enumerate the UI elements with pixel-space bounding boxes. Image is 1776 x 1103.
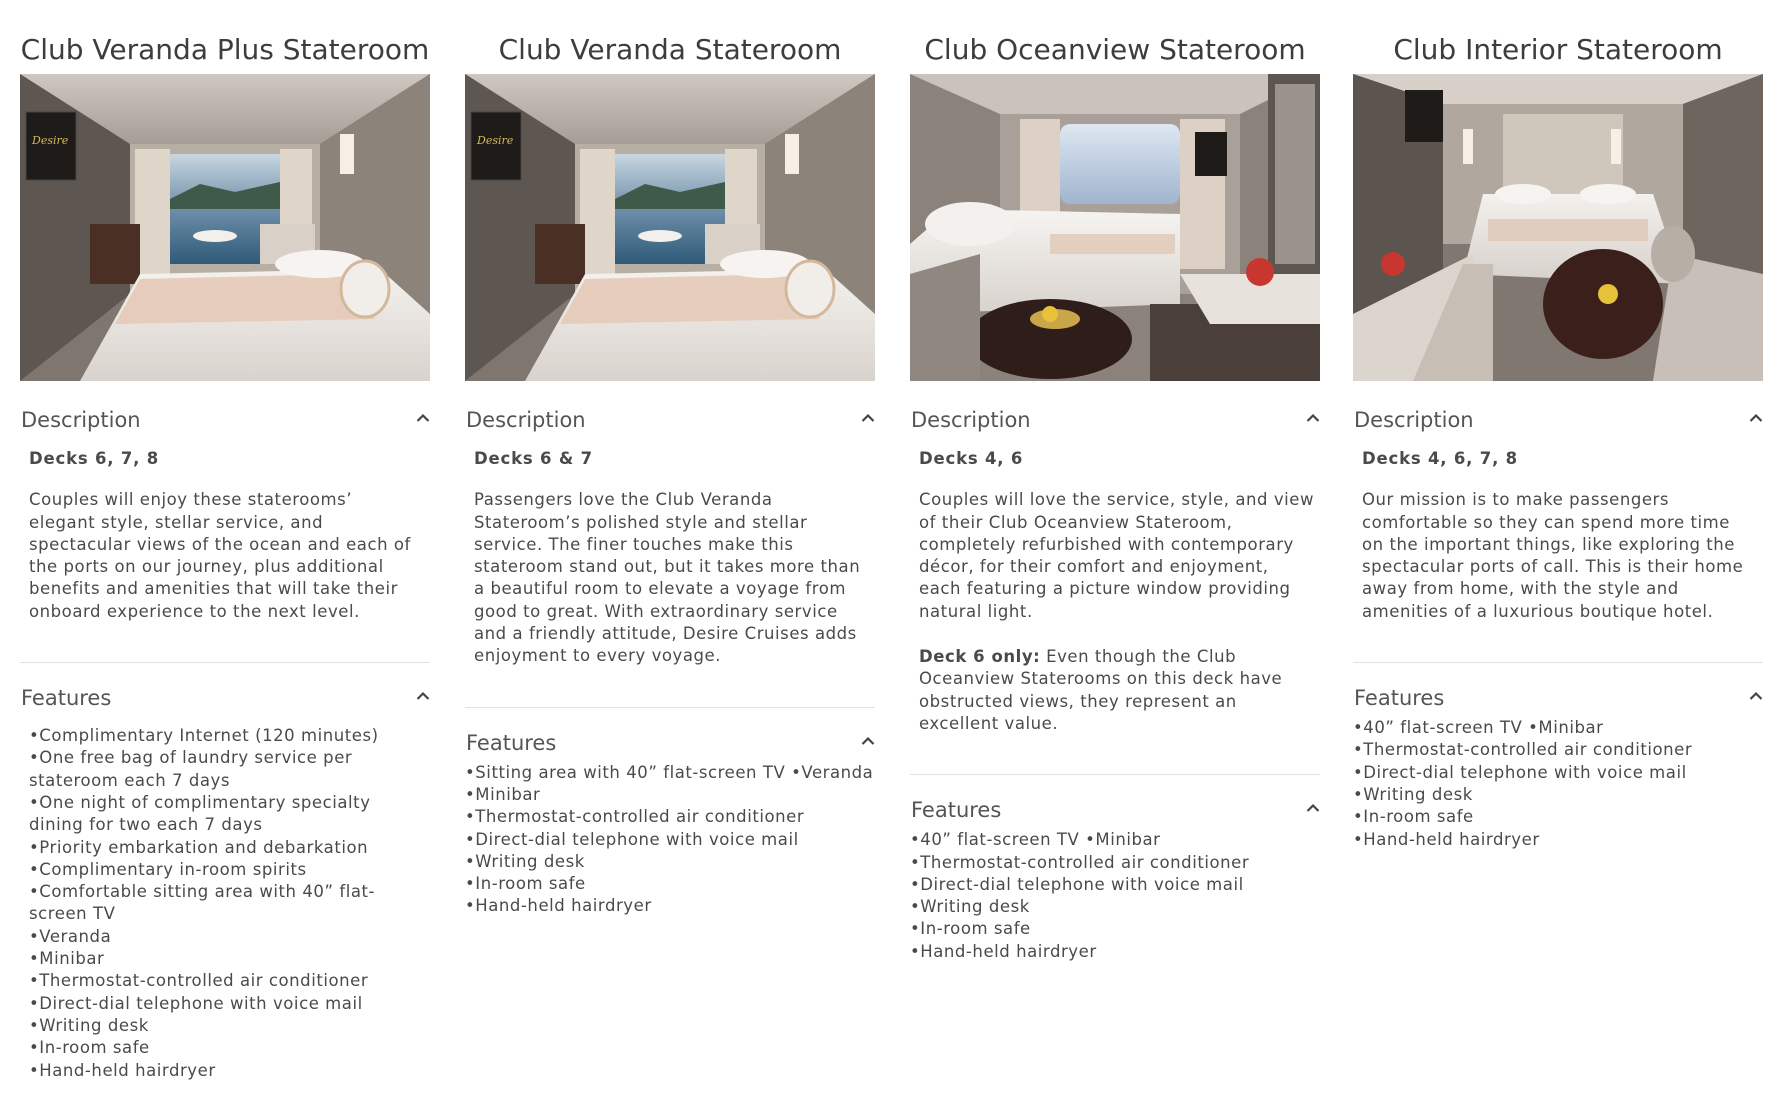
chevron-up-icon[interactable] (416, 413, 430, 423)
feature-item: •Writing desk (1353, 784, 1473, 804)
decks-label: Decks 4, 6, 7, 8 (1362, 449, 1518, 468)
features-header[interactable] (20, 683, 430, 713)
stateroom-title: Club Veranda Stateroom (498, 33, 842, 66)
description-heading: Description (1354, 408, 1474, 432)
feature-item: •In-room safe (29, 1038, 150, 1058)
description-body (910, 448, 1320, 735)
feature-item: •Thermostat-controlled air conditioner (1353, 740, 1693, 760)
chevron-up-icon[interactable] (1749, 691, 1763, 701)
feature-item: •40” flat-screen TV •Minibar (1353, 718, 1604, 738)
feature-item: •Direct-dial telephone with voice mail (1353, 762, 1687, 782)
section-divider (20, 662, 430, 663)
feature-item: •In-room safe (1353, 807, 1474, 827)
stateroom-card-veranda (465, 0, 875, 918)
features-heading: Features (21, 686, 112, 711)
tv-logo-text: Desire (32, 134, 69, 147)
features-list (465, 762, 875, 918)
features-heading: Features (1354, 686, 1445, 711)
description-header[interactable] (1353, 405, 1763, 435)
decks-label: Decks 6, 7, 8 (29, 449, 160, 468)
features-heading: Features (466, 730, 557, 755)
feature-item: •One night of complimentary specialty dining for two each 7 days (29, 792, 371, 835)
feature-item: •One free bag of laundry service per stateroom each 7 days (29, 748, 353, 790)
chevron-up-icon[interactable] (1749, 413, 1763, 423)
feature-item: •40” flat-screen TV •Minibar (910, 830, 1161, 850)
feature-item: •Direct-dial telephone with voice mail (465, 829, 799, 849)
feature-item: •In-room safe (910, 919, 1031, 939)
section-divider (1353, 662, 1763, 663)
feature-item: •Sitting area with 40” flat-screen TV •Veranda (465, 762, 874, 782)
stateroom-photo-image (465, 74, 875, 381)
stateroom-title: Club Interior Stateroom (1393, 33, 1723, 66)
deck-note-text: Even though the Club Oceanview Staterooms on this deck have obstructed views, they represent an excellent value. (919, 647, 1283, 733)
feature-item: •Priority embarkation and debarkation (29, 837, 369, 857)
feature-item: •Writing desk (910, 897, 1030, 917)
stateroom-photo-image (20, 74, 430, 381)
description-heading: Description (911, 408, 1031, 432)
chevron-up-icon[interactable] (1306, 803, 1320, 813)
description-heading: Description (466, 408, 586, 432)
stateroom-card-oceanview (910, 0, 1320, 963)
section-divider (910, 774, 1320, 775)
stateroom-photo (465, 74, 875, 381)
chevron-up-icon[interactable] (1306, 413, 1320, 423)
deck-note-label: Deck 6 only: (919, 647, 1041, 667)
feature-item: •Thermostat-controlled air conditioner (29, 971, 369, 991)
stateroom-title: Club Oceanview Stateroom (924, 33, 1306, 66)
description-header[interactable] (910, 405, 1320, 435)
tv-logo-text: Desire (477, 134, 514, 147)
stateroom-photo-image (910, 74, 1320, 381)
description-text: Passengers love the Club Veranda Stateroom’s polished style and stellar service. The finer touches make this stateroom stand out, but it takes more than a beautiful room to elevate a voyage from good to great. With extraordinary service and a friendly attitude, Desire Cruises adds enjoyment to every voyage. (474, 490, 861, 666)
description-body (465, 448, 875, 668)
chevron-up-icon[interactable] (861, 413, 875, 423)
feature-item: •Comfortable sitting area with 40” flat-screen TV (29, 882, 376, 924)
feature-item: •Hand-held hairdryer (1353, 829, 1540, 849)
feature-item: •Minibar (29, 949, 105, 969)
feature-item: •Writing desk (465, 851, 585, 871)
chevron-up-icon[interactable] (861, 736, 875, 746)
chevron-up-icon[interactable] (416, 691, 430, 701)
description-header[interactable] (465, 405, 875, 435)
description-text: Our mission is to make passengers comfortable so they can spend more time on the important things, like exploring the spectacular ports of call. This is their home away from home, with the style and amenities of a luxurious boutique hotel. (1362, 490, 1744, 621)
description-header[interactable] (20, 405, 430, 435)
features-header[interactable] (465, 728, 875, 758)
feature-item: •Complimentary Internet (120 minutes) (29, 726, 379, 746)
stateroom-photo (20, 74, 430, 381)
feature-item: •Hand-held hairdryer (465, 896, 652, 916)
stateroom-card-interior (1353, 0, 1763, 851)
feature-item: •Writing desk (29, 1015, 149, 1035)
feature-item: •Minibar (465, 784, 541, 804)
feature-item: •Direct-dial telephone with voice mail (910, 874, 1244, 894)
decks-label: Decks 6 & 7 (474, 449, 593, 468)
stateroom-card-veranda-plus (20, 0, 430, 1082)
decks-label: Decks 4, 6 (919, 449, 1024, 468)
description-body (1353, 448, 1763, 623)
feature-item: •Direct-dial telephone with voice mail (29, 993, 363, 1013)
description-heading: Description (21, 408, 141, 432)
description-body (20, 448, 430, 623)
features-list (1353, 717, 1763, 851)
features-header[interactable] (1353, 683, 1763, 713)
deck-note (919, 646, 1314, 735)
stateroom-photo (910, 74, 1320, 381)
feature-item: •Thermostat-controlled air conditioner (465, 807, 805, 827)
feature-item: •In-room safe (465, 874, 586, 894)
description-text: Couples will enjoy these staterooms’ elegant style, stellar service, and spectacular views of the ocean and each of the ports on our journey, plus additional benefits and amenities that will take their onboard experience to the next level. (29, 490, 411, 621)
stateroom-photo-image (1353, 74, 1763, 381)
stateroom-photo (1353, 74, 1763, 381)
feature-item: •Complimentary in-room spirits (29, 859, 307, 879)
feature-item: •Thermostat-controlled air conditioner (910, 852, 1250, 872)
description-text: Couples will love the service, style, and view of their Club Oceanview Stateroom, completely refurbished with contemporary décor, for their comfort and enjoyment, each featuring a picture window providing natural light. (919, 490, 1315, 621)
stateroom-title: Club Veranda Plus Stateroom (20, 33, 430, 66)
feature-item: •Hand-held hairdryer (910, 941, 1097, 961)
features-list (910, 829, 1320, 963)
feature-item: •Hand-held hairdryer (29, 1060, 216, 1080)
features-header[interactable] (910, 795, 1320, 825)
features-heading: Features (911, 798, 1002, 823)
section-divider (465, 707, 875, 708)
features-list (20, 725, 430, 1082)
feature-item: •Veranda (29, 926, 112, 946)
